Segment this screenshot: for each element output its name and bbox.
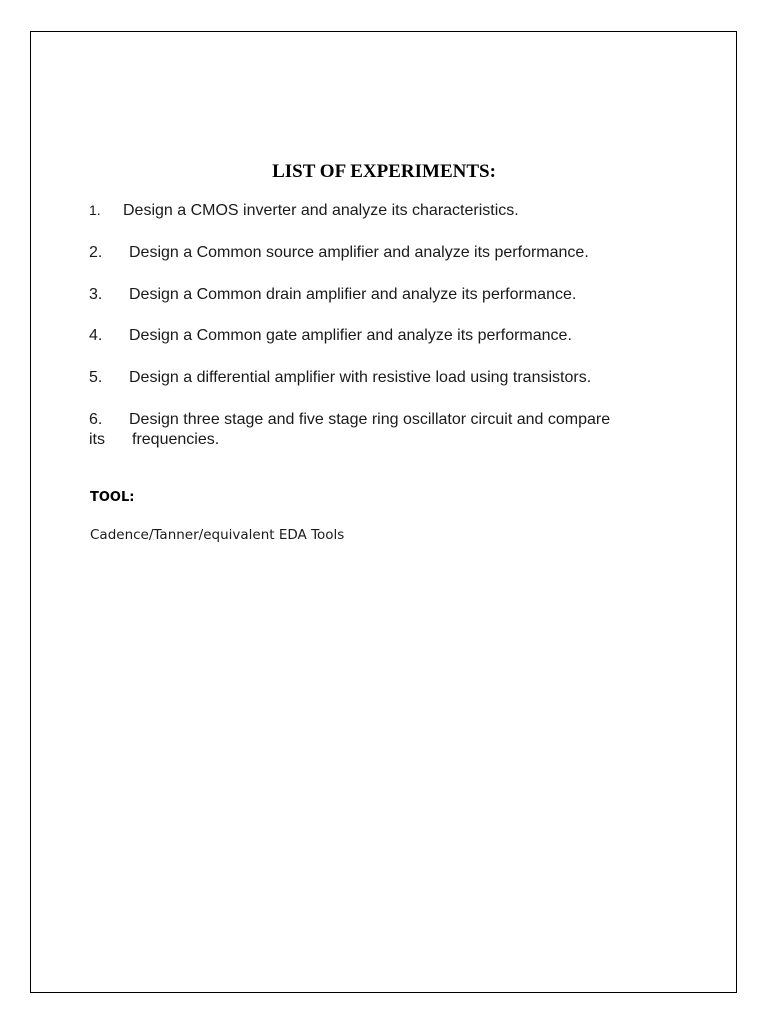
experiment-text: Design three stage and five stage ring oscillator circuit and compare	[129, 411, 611, 428]
experiment-text: Design a CMOS inverter and analyze its characteristics.	[123, 202, 519, 219]
page-title: LIST OF EXPERIMENTS:	[272, 161, 496, 182]
experiment-number: 1.	[89, 202, 101, 218]
experiment-text: Design a Common drain amplifier and analyze its performance.	[129, 286, 577, 303]
experiment-number: 5.	[89, 369, 103, 386]
experiment-item-2	[89, 244, 589, 262]
continuation-lead: its	[89, 431, 105, 448]
experiment-text: Design a differential amplifier with resistive load using transistors.	[129, 369, 592, 386]
experiment-item-3	[89, 286, 577, 304]
tool-label: TOOL:	[90, 490, 135, 505]
tool-value: Cadence/Tanner/equivalent EDA Tools	[90, 527, 345, 543]
continuation-text: frequencies.	[132, 431, 220, 448]
experiment-item-4	[89, 327, 572, 345]
experiment-text: Design a Common gate amplifier and analyze its performance.	[129, 327, 572, 344]
experiment-item-6	[89, 411, 611, 448]
experiment-number: 6.	[89, 411, 103, 428]
experiment-text-continuation	[89, 431, 220, 449]
experiment-number: 2.	[89, 244, 103, 261]
experiment-text: Design a Common source amplifier and analyze its performance.	[129, 244, 589, 261]
experiment-item-1	[89, 202, 519, 220]
experiment-number: 3.	[89, 286, 103, 303]
experiment-item-5	[89, 369, 592, 387]
experiment-number: 4.	[89, 327, 103, 344]
